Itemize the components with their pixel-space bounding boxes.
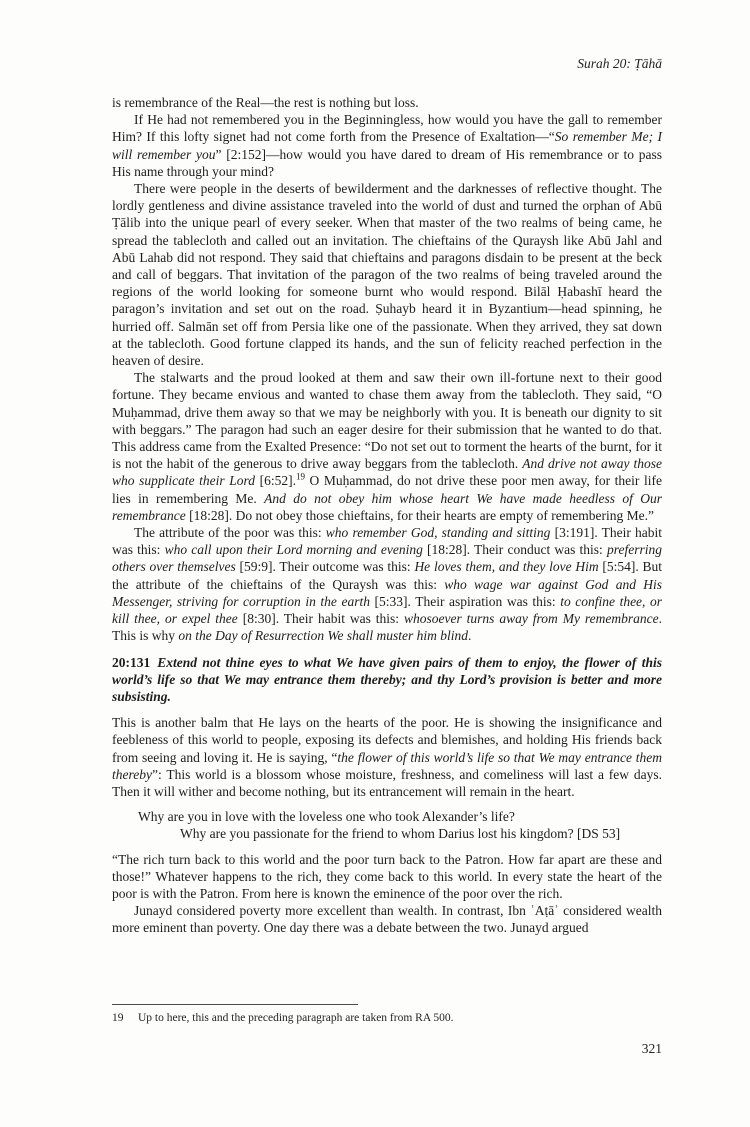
footnote	[112, 1011, 662, 1026]
poem-line: Why are you passionate for the friend to whom Darius lost his kingdom? [DS 53]	[180, 826, 621, 842]
paragraph: This is another balm that He lays on the hearts of the poor. He is showing the insignificance and feebleness of this world to people, exposing its defects and blemishes, and holding His friends back from seeing and loving it. He is saying, “the flower of this world’s life so that We may entrance them thereby”: This world is a blossom whose moisture, freshness, and comeliness will last a few days. Then it will wither and become nothing, but its entrancement will remain in the heart.	[112, 715, 662, 799]
running-head: Surah 20: Ṭāhā	[577, 56, 662, 71]
paragraph: Junayd considered poverty more excellent than wealth. In contrast, Ibn ʿAṭāʾ considered wealth more eminent than poverty. One day there was a debate between the two. Junayd argued	[112, 903, 662, 936]
paragraph: “The rich turn back to this world and the poor turn back to the Patron. How far apart are these and those!” Whatever happens to the rich, they come back to this world. In every state the heart of the poor is with the Patron. From here is known the eminence of the poor over the rich.	[112, 851, 662, 901]
paragraph: If He had not remembered you in the Beginningless, how would you have the gall to remember Him? If this lofty signet had not come forth from the Presence of Exaltation—“So remember Me; I will remember you” [2:152]—how would you have dared to dream of His remembrance or to pass His name through your mind?	[112, 112, 662, 179]
footnote-number: 19	[112, 1012, 124, 1024]
poem	[112, 808, 662, 842]
quran-verse: 20:131 Extend not thine eyes to what We have given pairs of them to enjoy, the flower of this world’s life so that We may entrance them thereby; and thy Lord’s provision is better and more subsisting.	[112, 654, 662, 704]
text-body	[112, 94, 662, 937]
paragraph: The attribute of the poor was this: who remember God, standing and sitting [3:191]. Their habit was this: who call upon their Lord morning and evening [18:28]. Their conduct was this: preferring others over themselves [59:9]. Their outcome was this: He loves them, and they love Him [5:54]. But the attribute of the chieftains of the Quraysh was this: who wage war against God and His Messenger, striving for corruption in the earth [5:33]. Their aspiration was this: to confine thee, or kill thee, or expel thee [8:30]. Their habit was this: whosoever turns away from My remembrance. This is why on the Day of Resurrection We shall muster him blind.	[112, 525, 662, 644]
footnote-divider	[112, 1004, 358, 1005]
paragraph: There were people in the deserts of bewilderment and the darknesses of reflective thought. The lordly gentleness and divine assistance traveled into the world of dust and turned the orphan of Abū Ṭālib into the unique pearl of every seeker. When that master of the two realms of being came, he spread the tablecloth and called out an invitation. The chieftains of the Quraysh like Abū Jahl and Abū Lahab did not respond. They said that chieftains and paragons disdain to be present at the beck and call of beggars. That invitation of the paragon of the two realms of being traveled around the regions of the world looking for someone burnt who would respond. Bilāl Ḥabashī heard the paragon’s invitation and set out on the road. Ṣuhayb heard it in Byzantium—head spinning, he hurried off. Salmān set off from Persia like one of the passionate. When they arrived, they sat down at the tablecloth. Good fortune clapped its hands, and the sun of felicity reached perfection in the heaven of desire.	[112, 181, 662, 369]
paragraph: The stalwarts and the proud looked at them and saw their own ill-fortune next to their good fortune. They became envious and wanted to chase them away from the tablecloth. They said, “O Muḥammad, drive them away so that we may be neighborly with you. It is beneath our dignity to sit with beggars.” The paragon had such an eager desire for their submission that he wanted to do that. This address came from the Exalted Presence: “Do not set out to torment the hearts of the burnt, for it is not the habit of the generous to drive away beggars from the tablecloth. And drive not away those who supplicate their Lord [6:52].$^{19}$ O Muḥammad, do not drive these poor men away, for their life lies in remembering Me. And do not obey him whose heart We have made heedless of Our remembrance [18:28]. Do not obey those chieftains, for their hearts are empty of remembering Me.”	[112, 370, 662, 523]
poem-line: Why are you in love with the loveless one who took Alexander’s life?	[138, 809, 515, 825]
footnote-area	[112, 1004, 662, 1026]
paragraph: is remembrance of the Real—the rest is nothing but loss.	[112, 95, 419, 110]
footnote-text: Up to here, this and the preceding paragraph are taken from RA 500.	[138, 1012, 454, 1024]
page-number: 321	[641, 1041, 662, 1056]
